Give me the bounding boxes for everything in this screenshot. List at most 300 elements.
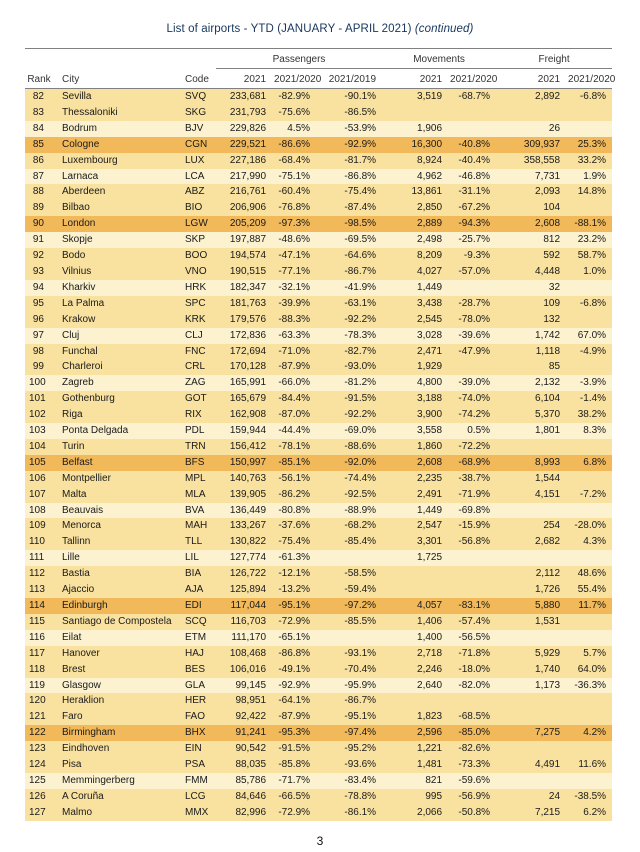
cell-freight-2021-2020: -6.8% — [579, 297, 607, 309]
cell-passengers-2021-2019: -53.9% — [344, 122, 377, 134]
cell-freight-2021 — [496, 773, 564, 789]
cell-passengers-2021-2020: -95.3% — [278, 727, 311, 739]
cell-movements-2021: 3,438 — [417, 297, 443, 309]
cell-freight-2021: 2,682 — [535, 536, 561, 548]
group-header-spacer — [25, 49, 216, 69]
cell-rank: 113 — [29, 584, 45, 596]
cell-passengers-2021: 84,646 — [235, 790, 267, 802]
cell-movements-2021: 4,027 — [417, 265, 443, 277]
cell-passengers-2021-2019: -70.4% — [344, 663, 377, 675]
cell-code: BIA — [185, 568, 202, 580]
cell-passengers-2021-2020: -86.2% — [278, 488, 311, 500]
cell-movements-2021-2020: -56.8% — [458, 536, 491, 548]
cell-passengers-2021: 127,774 — [229, 552, 267, 564]
cell-passengers-2021-2020: -65.1% — [278, 631, 311, 643]
cell-rank: 117 — [29, 647, 45, 659]
cell-rank: 89 — [32, 202, 44, 214]
cell-code: HAJ — [185, 647, 204, 659]
airports-table — [25, 48, 616, 821]
cell-code: PSA — [185, 759, 206, 771]
cell-movements-2021: 4,057 — [417, 600, 443, 611]
cell-freight-2021 — [496, 503, 564, 519]
cell-movements-2021-2020 — [446, 582, 496, 598]
cell-code: MAH — [185, 520, 208, 532]
cell-passengers-2021-2020: -66.0% — [278, 377, 311, 389]
cell-code: GOT — [185, 393, 207, 405]
cell-passengers-2021-2020: -71.0% — [278, 345, 311, 357]
cell-movements-2021-2020: -78.0% — [458, 313, 491, 325]
cell-movements-2021-2020 — [446, 280, 496, 296]
cell-city: Brest — [62, 663, 86, 675]
cell-movements-2021-2020: -74.2% — [458, 409, 491, 421]
cell-movements-2021: 1,449 — [417, 504, 443, 516]
cell-freight-2021 — [496, 439, 564, 455]
cell-movements-2021: 3,519 — [417, 91, 443, 102]
cell-freight-2021-2020: 11.6% — [578, 759, 607, 771]
cell-passengers-2021-2020: -47.1% — [278, 250, 311, 262]
cell-rank: 123 — [29, 743, 46, 755]
cell-freight-2021-2020 — [564, 614, 612, 630]
table-row — [25, 630, 612, 646]
cell-movements-2021: 2,066 — [417, 806, 443, 818]
cell-rank: 124 — [29, 759, 46, 771]
cell-rank: 85 — [32, 138, 44, 150]
table-row — [25, 153, 612, 169]
cell-city: Hanover — [62, 647, 100, 659]
cell-rank: 127 — [29, 806, 46, 818]
cell-code: BFS — [185, 456, 205, 468]
cell-passengers-2021: 229,521 — [229, 138, 267, 150]
table-row — [25, 471, 612, 487]
table-row — [25, 280, 612, 296]
cell-city: Malmo — [62, 806, 93, 818]
cell-code: SVQ — [185, 91, 207, 102]
cell-passengers-2021-2019: -86.5% — [344, 106, 377, 118]
cell-passengers-2021-2020: -85.1% — [278, 456, 311, 468]
cell-passengers-2021-2019: -85.5% — [344, 615, 377, 627]
group-header-passengers: Passengers — [216, 49, 382, 69]
cell-rank: 107 — [29, 488, 46, 500]
cell-freight-2021 — [496, 693, 564, 709]
cell-passengers-2021-2019: -90.1% — [344, 91, 377, 102]
cell-movements-2021-2020: -94.3% — [458, 218, 491, 230]
cell-code: HER — [185, 695, 207, 707]
cell-movements-2021: 8,924 — [417, 154, 443, 166]
cell-freight-2021: 812 — [543, 234, 561, 246]
cell-freight-2021: 5,929 — [535, 647, 561, 659]
table-body — [25, 89, 612, 821]
cell-passengers-2021: 98,951 — [235, 695, 267, 707]
cell-code: EDI — [185, 600, 202, 611]
table-row — [25, 741, 612, 757]
cell-rank: 83 — [32, 106, 44, 118]
cell-rank: 88 — [32, 186, 44, 198]
cell-movements-2021: 1,221 — [417, 743, 443, 755]
cell-movements-2021: 4,962 — [417, 170, 443, 182]
cell-movements-2021-2020: -50.8% — [458, 806, 491, 818]
cell-code: EIN — [185, 743, 202, 755]
cell-code: FAO — [185, 711, 206, 723]
table-row — [25, 805, 612, 821]
cell-freight-2021: 1,740 — [535, 663, 561, 675]
cell-passengers-2021: 139,905 — [229, 488, 267, 500]
cell-code: LUX — [185, 154, 205, 166]
cell-passengers-2021-2019: -88.6% — [344, 440, 377, 452]
cell-rank: 119 — [29, 679, 45, 691]
cell-code: AJA — [185, 584, 204, 596]
cell-passengers-2021: 182,347 — [229, 281, 267, 293]
table-row — [25, 105, 612, 121]
cell-passengers-2021: 99,145 — [235, 679, 267, 691]
cell-freight-2021-2020 — [564, 312, 612, 328]
cell-passengers-2021-2020: -48.6% — [278, 234, 311, 246]
cell-code: ETM — [185, 631, 207, 643]
cell-movements-2021-2020: -40.8% — [458, 138, 491, 150]
cell-passengers-2021: 156,412 — [229, 440, 267, 452]
cell-rank: 114 — [29, 600, 45, 611]
cell-city: Bodo — [62, 250, 86, 262]
cell-city: London — [62, 218, 96, 230]
cell-rank: 102 — [29, 409, 46, 421]
cell-passengers-2021-2019: -86.1% — [344, 806, 377, 818]
cell-passengers-2021-2020: -64.1% — [278, 695, 311, 707]
cell-freight-2021: 132 — [543, 313, 561, 325]
cell-movements-2021: 2,850 — [417, 202, 443, 214]
cell-movements-2021: 2,608 — [417, 456, 443, 468]
cell-freight-2021-2020: 6.8% — [583, 456, 607, 468]
table-row — [25, 678, 612, 694]
cell-passengers-2021-2020: -78.1% — [278, 440, 311, 452]
cell-passengers-2021: 136,449 — [229, 504, 267, 516]
cell-rank: 111 — [29, 552, 45, 564]
cell-code: LCA — [185, 170, 205, 182]
table-row — [25, 455, 612, 471]
cell-code: MLA — [185, 488, 206, 500]
table-row — [25, 773, 612, 789]
cell-rank: 97 — [32, 329, 44, 341]
cell-freight-2021 — [496, 630, 564, 646]
cell-rank: 96 — [32, 313, 44, 325]
cell-passengers-2021-2020: -91.5% — [278, 743, 311, 755]
cell-freight-2021-2020 — [564, 693, 612, 709]
cell-passengers-2021: 85,786 — [235, 774, 267, 786]
cell-passengers-2021-2019: -92.9% — [344, 138, 377, 150]
cell-freight-2021-2020: 33.2% — [577, 154, 607, 166]
cell-code: BIO — [185, 202, 203, 214]
cell-passengers-2021-2019: -78.3% — [344, 329, 377, 341]
cell-passengers-2021: 227,186 — [229, 154, 267, 166]
cell-freight-2021: 2,112 — [535, 568, 561, 580]
table-row — [25, 423, 612, 439]
cell-movements-2021-2020: -38.7% — [458, 472, 491, 484]
cell-passengers-2021-2019: -86.7% — [344, 695, 377, 707]
cell-code: BES — [185, 663, 206, 675]
cell-city: Kharkiv — [62, 281, 96, 293]
cell-movements-2021: 2,640 — [417, 679, 443, 691]
cell-passengers-2021-2020: -87.9% — [278, 711, 311, 723]
cell-movements-2021-2020: -68.9% — [458, 456, 491, 468]
cell-passengers-2021-2020: -87.9% — [278, 361, 311, 373]
cell-city: Vilnius — [62, 265, 92, 277]
cell-passengers-2021-2019: -83.4% — [344, 774, 377, 786]
cell-movements-2021-2020: -39.6% — [458, 329, 491, 341]
col-header-freight-2021: 2021 — [496, 69, 564, 89]
cell-movements-2021-2020: -71.8% — [458, 647, 491, 659]
table-row — [25, 89, 612, 105]
cell-movements-2021-2020: -83.1% — [458, 600, 491, 611]
cell-movements-2021: 2,718 — [417, 647, 443, 659]
cell-passengers-2021: 194,574 — [229, 250, 267, 262]
cell-passengers-2021-2019: -97.2% — [344, 600, 377, 611]
cell-freight-2021-2020 — [564, 439, 612, 455]
cell-movements-2021: 13,861 — [411, 186, 443, 198]
cell-movements-2021: 1,725 — [417, 552, 443, 564]
cell-movements-2021-2020: -47.9% — [458, 345, 491, 357]
cell-passengers-2021: 233,681 — [229, 91, 267, 102]
cell-city: Montpellier — [62, 472, 111, 484]
cell-passengers-2021-2019 — [316, 630, 382, 646]
cell-passengers-2021: 205,209 — [229, 218, 267, 230]
cell-freight-2021-2020: -36.3% — [574, 679, 607, 691]
cell-freight-2021-2020: -4.9% — [579, 345, 607, 357]
cell-freight-2021: 24 — [548, 790, 561, 802]
cell-code: BVA — [185, 504, 205, 516]
cell-rank: 90 — [32, 218, 44, 230]
cell-passengers-2021-2019: -74.4% — [344, 472, 377, 484]
cell-code: FMM — [185, 774, 208, 786]
cell-passengers-2021-2020: -95.1% — [278, 600, 311, 611]
cell-freight-2021: 7,215 — [535, 806, 561, 818]
cell-passengers-2021: 108,468 — [229, 647, 267, 659]
cell-freight-2021: 1,531 — [535, 615, 561, 627]
cell-movements-2021 — [382, 566, 446, 582]
cell-movements-2021: 2,889 — [417, 218, 443, 230]
cell-freight-2021: 1,726 — [535, 584, 561, 596]
cell-passengers-2021: 162,908 — [229, 409, 267, 421]
cell-movements-2021-2020: -69.8% — [458, 504, 491, 516]
cell-passengers-2021-2020: -84.4% — [278, 393, 311, 405]
cell-freight-2021: 1,801 — [535, 425, 561, 437]
cell-movements-2021: 995 — [425, 790, 443, 802]
cell-freight-2021-2020: -7.2% — [579, 488, 607, 500]
cell-passengers-2021: 90,542 — [235, 743, 267, 755]
col-header-rank: Rank — [25, 69, 53, 89]
cell-passengers-2021: 190,515 — [229, 265, 267, 277]
cell-rank: 110 — [29, 536, 45, 548]
cell-passengers-2021-2020: -86.8% — [278, 647, 311, 659]
table-row — [25, 566, 612, 582]
cell-movements-2021: 8,209 — [417, 250, 443, 262]
cell-movements-2021-2020 — [446, 121, 496, 137]
cell-passengers-2021-2019: -78.8% — [344, 790, 377, 802]
cell-city: Bodrum — [62, 122, 98, 134]
cell-passengers-2021-2020: -82.9% — [278, 91, 311, 102]
cell-movements-2021-2020: -68.7% — [458, 91, 491, 102]
cell-freight-2021-2020: 58.7% — [577, 250, 607, 262]
cell-movements-2021-2020: -71.9% — [458, 488, 491, 500]
table-row — [25, 312, 612, 328]
page-title — [0, 22, 640, 36]
cell-passengers-2021-2020: -97.3% — [278, 218, 311, 230]
cell-rank: 84 — [32, 122, 44, 134]
cell-movements-2021: 1,481 — [417, 759, 443, 771]
cell-passengers-2021-2019: -98.5% — [344, 218, 377, 230]
cell-movements-2021-2020: -67.2% — [458, 202, 491, 214]
cell-movements-2021: 1,860 — [417, 440, 443, 452]
col-header-passengers-2021-2019: 2021/2019 — [316, 69, 382, 89]
cell-passengers-2021: 82,996 — [235, 806, 267, 818]
cell-movements-2021-2020: -39.0% — [458, 377, 491, 389]
cell-freight-2021: 5,370 — [535, 409, 561, 421]
table-row — [25, 487, 612, 503]
cell-freight-2021-2020 — [564, 200, 612, 216]
cell-freight-2021: 7,275 — [535, 727, 561, 739]
cell-rank: 87 — [32, 170, 44, 182]
cell-code: LGW — [185, 218, 208, 230]
cell-city: Funchal — [62, 345, 98, 357]
cell-movements-2021-2020: -25.7% — [458, 234, 491, 246]
cell-city: Riga — [62, 409, 83, 421]
cell-freight-2021-2020 — [564, 550, 612, 566]
cell-passengers-2021-2019: -93.6% — [344, 759, 377, 771]
col-header-movements-2021: 2021 — [382, 69, 446, 89]
cell-city: Larnaca — [62, 170, 99, 182]
cell-passengers-2021-2020: -88.3% — [278, 313, 311, 325]
cell-passengers-2021-2019: -85.4% — [344, 536, 377, 548]
cell-passengers-2021: 111,170 — [231, 631, 267, 643]
cell-code: HRK — [185, 281, 207, 293]
cell-movements-2021: 2,491 — [417, 488, 443, 500]
table-row — [25, 200, 612, 216]
cell-movements-2021: 2,235 — [417, 472, 443, 484]
cell-passengers-2021-2020: -80.8% — [278, 504, 311, 516]
cell-movements-2021: 1,929 — [417, 361, 443, 373]
cell-city: Skopje — [62, 234, 93, 246]
cell-freight-2021: 1,742 — [535, 329, 561, 341]
cell-freight-2021-2020 — [564, 741, 612, 757]
cell-movements-2021-2020 — [446, 566, 496, 582]
cell-passengers-2021-2020: -77.1% — [278, 265, 311, 277]
cell-movements-2021: 3,028 — [417, 329, 443, 341]
cell-freight-2021-2020 — [564, 105, 612, 121]
cell-freight-2021 — [496, 709, 564, 725]
cell-freight-2021-2020: 48.6% — [577, 568, 607, 580]
cell-passengers-2021-2019: -87.4% — [344, 202, 377, 214]
cell-freight-2021: 592 — [543, 250, 561, 262]
table-row — [25, 709, 612, 725]
cell-movements-2021: 821 — [425, 774, 443, 786]
table-row — [25, 248, 612, 264]
cell-freight-2021: 104 — [543, 202, 561, 214]
cell-rank: 121 — [29, 711, 46, 723]
cell-passengers-2021: 92,422 — [235, 711, 267, 723]
cell-city: Eilat — [62, 631, 82, 643]
cell-movements-2021: 1,406 — [417, 615, 443, 627]
cell-passengers-2021: 133,267 — [229, 520, 267, 532]
cell-passengers-2021-2019: -63.1% — [344, 297, 377, 309]
cell-movements-2021-2020: -18.0% — [458, 663, 491, 675]
cell-rank: 106 — [29, 472, 46, 484]
cell-passengers-2021-2019: -86.7% — [344, 265, 377, 277]
cell-rank: 100 — [29, 377, 46, 389]
table-row — [25, 407, 612, 423]
cell-movements-2021: 2,596 — [417, 727, 443, 739]
table-row — [25, 216, 612, 232]
cell-freight-2021-2020: 67.0% — [577, 329, 607, 341]
cell-freight-2021 — [496, 741, 564, 757]
cell-code: VNO — [185, 265, 207, 277]
cell-passengers-2021-2020: 4.5% — [287, 122, 311, 134]
cell-freight-2021-2020: -38.5% — [574, 790, 607, 802]
cell-movements-2021: 3,558 — [417, 425, 443, 437]
cell-passengers-2021-2020: -37.6% — [278, 520, 311, 532]
cell-code: BJV — [185, 122, 204, 134]
cell-freight-2021-2020: 23.2% — [577, 234, 607, 246]
cell-passengers-2021-2019: -68.2% — [344, 520, 377, 532]
table-row — [25, 693, 612, 709]
cell-freight-2021-2020 — [564, 503, 612, 519]
cell-passengers-2021: 130,822 — [229, 536, 267, 548]
cell-code: LIL — [185, 552, 199, 564]
cell-rank: 103 — [29, 425, 46, 437]
cell-city: Glasgow — [62, 679, 101, 691]
cell-rank: 109 — [29, 520, 46, 532]
cell-passengers-2021-2019: -92.2% — [344, 409, 377, 421]
cell-code: LCG — [185, 790, 206, 802]
cell-passengers-2021: 91,241 — [235, 727, 267, 739]
cell-city: Belfast — [62, 456, 93, 468]
cell-passengers-2021-2019: -95.1% — [344, 711, 377, 723]
cell-freight-2021: 2,892 — [535, 91, 561, 102]
cell-passengers-2021-2019: -59.4% — [344, 584, 377, 596]
cell-city: Heraklion — [62, 695, 105, 707]
cell-freight-2021-2020 — [564, 709, 612, 725]
cell-city: Thessaloniki — [62, 106, 118, 118]
cell-rank: 101 — [29, 393, 46, 405]
cell-movements-2021-2020: -68.5% — [458, 711, 491, 723]
cell-passengers-2021-2020: -86.6% — [278, 138, 311, 150]
cell-city: Pisa — [62, 759, 82, 771]
cell-freight-2021: 32 — [548, 281, 561, 293]
cell-city: Birmingham — [62, 727, 116, 739]
cell-passengers-2021-2020: -75.6% — [278, 106, 311, 118]
cell-passengers-2021: 88,035 — [235, 759, 267, 771]
cell-movements-2021: 2,246 — [417, 663, 443, 675]
cell-passengers-2021-2020: -92.9% — [278, 679, 311, 691]
cell-passengers-2021-2019: -86.8% — [344, 170, 377, 182]
cell-movements-2021: 2,545 — [417, 313, 443, 325]
cell-city: A Coruña — [62, 790, 104, 802]
table-row — [25, 264, 612, 280]
col-header-code: Code — [178, 69, 216, 89]
table-row — [25, 789, 612, 805]
cell-freight-2021-2020: -28.0% — [574, 520, 607, 532]
cell-code: ABZ — [185, 186, 205, 198]
cell-passengers-2021: 229,826 — [229, 122, 267, 134]
cell-city: Luxembourg — [62, 154, 118, 166]
cell-freight-2021-2020: -88.1% — [574, 218, 607, 230]
cell-passengers-2021-2020: -75.4% — [278, 536, 311, 548]
cell-freight-2021: 1,173 — [535, 679, 561, 691]
cell-passengers-2021-2019: -97.4% — [344, 727, 377, 739]
cell-movements-2021: 2,498 — [417, 234, 443, 246]
cell-movements-2021: 2,547 — [417, 520, 443, 532]
table-row — [25, 503, 612, 519]
cell-freight-2021: 4,151 — [535, 488, 561, 500]
cell-passengers-2021: 231,793 — [229, 106, 267, 118]
cell-code: SPC — [185, 297, 206, 309]
cell-city: Eindhoven — [62, 743, 110, 755]
